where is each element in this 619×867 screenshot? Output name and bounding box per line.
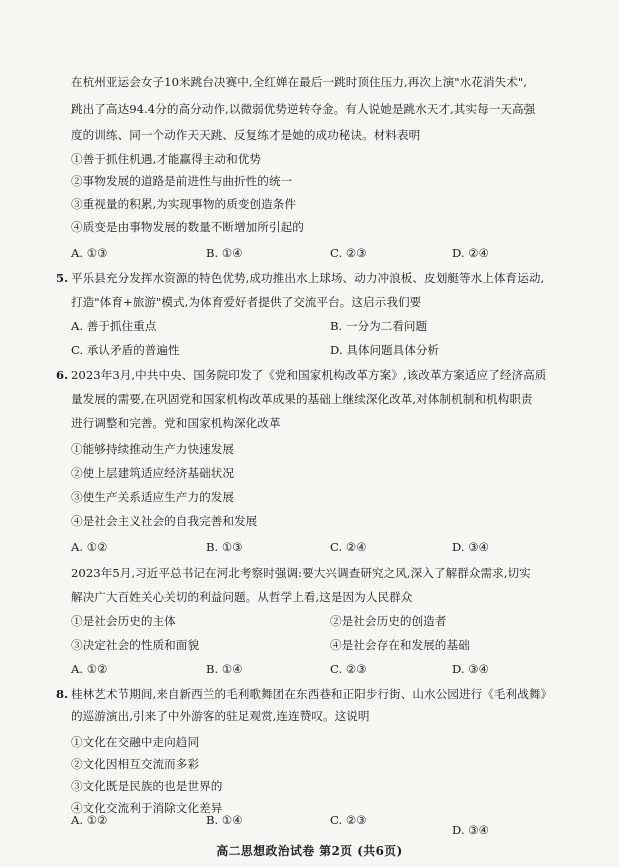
q5-option-b: B. 一分为二看问题 — [330, 319, 428, 333]
q6-stem-line: 量发展的需要,在巩固党和国家机构改革成果的基础上继续深化改革,对体制机制和机构职责 — [71, 392, 533, 406]
q6-option-b: B. ①③ — [206, 540, 243, 554]
q6-option-a: A. ①② — [71, 540, 108, 554]
q4-option-b: B. ①④ — [206, 246, 243, 260]
q6-number: 6. — [56, 368, 69, 382]
q7-stem-line: 解决广大百姓关心关切的利益问题。从哲学上看,这是因为人民群众 — [71, 590, 413, 604]
q8-stem-line: 桂林艺术节期间,来自新西兰的毛利歌舞团在东西巷和正阳步行街、山水公园进行《毛利战舞》 — [71, 687, 553, 701]
q5-option-c: C. 承认矛盾的普遍性 — [71, 343, 180, 357]
q8-stem-line: 的巡游演出,引来了中外游客的驻足观赏,连连赞叹。这说明 — [71, 709, 370, 723]
q5-option-d: D. 具体问题具体分析 — [330, 343, 440, 357]
q8-statement: ②文化因相互交流而多彩 — [71, 757, 200, 771]
q6-stem-line: 2023年3月,中共中央、国务院印发了《党和国家机构改革方案》,该改革方案适应了经济高质 — [71, 368, 547, 382]
page-footer: 高二思想政治试卷 第2页 (共6页) — [216, 844, 403, 858]
q7-statement: ③决定社会的性质和面貌 — [71, 638, 200, 652]
q7-option-b: B. ①④ — [206, 662, 243, 676]
q4-stem-line: 在杭州亚运会女子10米跳台决赛中,全红婵在最后一跳时顶住压力,再次上演"水花消失术", — [71, 75, 528, 89]
q6-option-c: C. ②④ — [330, 540, 367, 554]
q4-statement: ③重视量的积累,为实现事物的质变创造条件 — [71, 197, 296, 211]
q7-statement: ④是社会存在和发展的基础 — [330, 638, 470, 652]
q4-stem-line: 度的训练、同一个动作天天跳、反复练才是她的成功秘诀。材料表明 — [71, 128, 421, 142]
q4-stem-line: 跳出了高达94.4分的高分动作,以微弱优势逆转夺金。有人说她是跳水天才,其实每一天高强 — [71, 102, 536, 116]
q5-number: 5. — [56, 271, 69, 285]
q4-option-d: D. ②④ — [452, 246, 490, 260]
q8-statement: ①文化在交融中走向趋同 — [71, 735, 200, 749]
q8-option-a: A. ①② — [71, 813, 108, 827]
q8-option-b: B. ①④ — [206, 813, 243, 827]
q7-option-a: A. ①② — [71, 662, 108, 676]
q4-option-c: C. ②③ — [330, 246, 367, 260]
q6-statement: ③使生产关系适应生产力的发展 — [71, 490, 235, 504]
q4-option-a: A. ①③ — [71, 246, 108, 260]
q8-statement: ④文化交流利于消除文化差异 — [71, 801, 223, 815]
q4-statement: ①善于抓住机遇,才能赢得主动和优势 — [71, 152, 262, 166]
q7-stem-line: 2023年5月,习近平总书记在河北考察时强调:要大兴调查研究之风,深入了解群众需求,切实 — [71, 566, 531, 580]
q7-statement: ①是社会历史的主体 — [71, 614, 176, 628]
q6-stem-line: 进行调整和完善。党和国家机构深化改革 — [71, 416, 281, 430]
q8-option-d: D. ③④ — [452, 823, 490, 837]
q8-statement: ③文化既是民族的也是世界的 — [71, 779, 223, 793]
q5-stem-line: 平乐县充分发挥水资源的特色优势,成功推出水上球场、动力冲浪板、皮划艇等水上体育运动, — [71, 271, 545, 285]
q6-statement: ①能够持续推动生产力快速发展 — [71, 442, 235, 456]
q5-stem-line: 打造"体育+旅游"模式,为体育爱好者提供了交流平台。这启示我们要 — [71, 295, 422, 309]
q7-option-c: C. ②③ — [330, 662, 367, 676]
q6-option-d: D. ③④ — [452, 540, 490, 554]
q6-statement: ②使上层建筑适应经济基础状况 — [71, 466, 235, 480]
q4-statement: ②事物发展的道路是前进性与曲折性的统一 — [71, 174, 293, 188]
q7-statement: ②是社会历史的创造者 — [330, 614, 447, 628]
q8-option-c: C. ②③ — [330, 813, 367, 827]
q5-option-a: A. 善于抓住重点 — [71, 319, 157, 333]
q7-option-d: D. ③④ — [452, 662, 490, 676]
q4-statement: ④质变是由事物发展的数量不断增加所引起的 — [71, 220, 304, 234]
q8-number: 8. — [56, 687, 69, 701]
q6-statement: ④是社会主义社会的自我完善和发展 — [71, 514, 258, 528]
